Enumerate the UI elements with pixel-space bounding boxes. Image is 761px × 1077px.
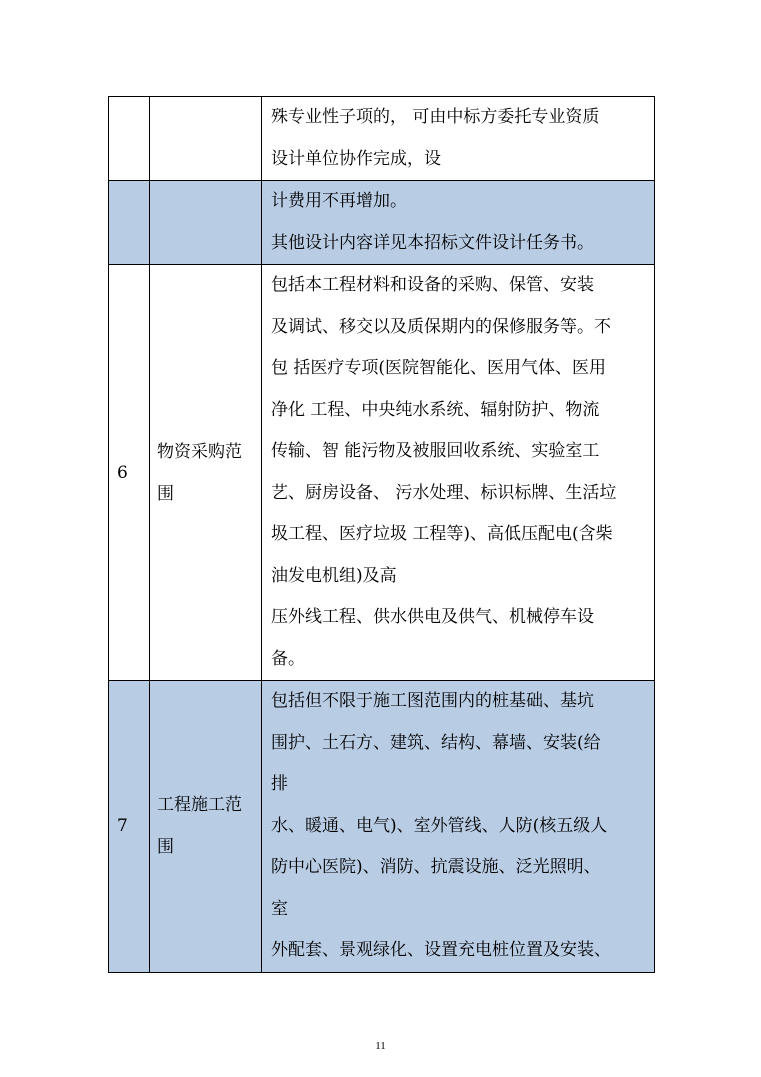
content-line: 外配套、景观绿化、设置充电桩位置及安装、 bbox=[271, 940, 611, 960]
content-line: 包括本工程材料和设备的采购、保管、安装 bbox=[271, 275, 594, 295]
content-line: 围护、土石方、建筑、结构、幕墙、安装(给 bbox=[271, 732, 601, 753]
row-name-line: 物资采购范 bbox=[157, 441, 242, 462]
scope-table bbox=[108, 96, 655, 973]
row-number-cell bbox=[109, 681, 150, 973]
row-content-cell bbox=[262, 97, 655, 181]
table-row bbox=[109, 265, 655, 681]
row-content-cell bbox=[262, 181, 655, 265]
content-line: 及调试、移交以及质保期内的保修服务等。不 bbox=[271, 316, 611, 337]
row-name-cell bbox=[150, 681, 262, 973]
content-line: 备。 bbox=[271, 648, 305, 669]
row-content-cell bbox=[262, 265, 655, 681]
row-name-line: 工程施工范 bbox=[157, 795, 242, 816]
content-line: 包括但不限于施工图范围内的桩基础、基坑 bbox=[271, 691, 594, 711]
content-line: 殊专业性子项的， 可由中标方委托专业资质 bbox=[271, 107, 600, 127]
row-content-cell bbox=[262, 681, 655, 973]
row-name-cell bbox=[150, 265, 262, 681]
content-line: 传输、智 能污物及被服回收系统、实验室工 bbox=[271, 441, 600, 461]
content-line: 水、暖通、电气)、室外管线、人防(核五级人 bbox=[271, 815, 608, 836]
row-name-cell bbox=[150, 181, 262, 265]
row-number-cell bbox=[109, 181, 150, 265]
content-line: 包 括医疗专项(医院智能化、医用气体、医用 bbox=[271, 358, 607, 378]
content-line: 防中心医院)、消防、抗震设施、泛光照明、 bbox=[271, 857, 601, 877]
content-line: 艺、厨房设备、 污水处理、标识标牌、生活垃 bbox=[271, 482, 617, 503]
content-line: 设计单位协作完成，设 bbox=[271, 148, 441, 169]
row-number: 7 bbox=[117, 816, 128, 837]
content-line: 净化 工程、中央纯水系统、辐射防护、物流 bbox=[271, 399, 600, 420]
row-number-cell bbox=[109, 265, 150, 681]
content-line: 计费用不再增加。 bbox=[271, 191, 407, 211]
table-row bbox=[109, 681, 655, 973]
page-number: 11 bbox=[375, 1040, 386, 1052]
content-line: 排 bbox=[271, 774, 288, 794]
row-number-cell bbox=[109, 97, 150, 181]
table-row bbox=[109, 97, 655, 181]
row-name-line: 围 bbox=[157, 483, 174, 504]
row-name-cell bbox=[150, 97, 262, 181]
content-line: 室 bbox=[271, 898, 288, 919]
content-line: 油发电机组)及高 bbox=[271, 565, 397, 586]
content-line: 其他设计内容详见本招标文件设计任务书。 bbox=[271, 232, 594, 253]
content-line: 压外线工程、供水供电及供气、机械停车设 bbox=[271, 607, 594, 627]
content-line: 圾工程、医疗垃圾 工程等)、高低压配电(含柴 bbox=[271, 524, 613, 544]
row-number: 6 bbox=[117, 462, 128, 483]
table-row bbox=[109, 181, 655, 265]
row-name-line: 围 bbox=[157, 837, 174, 858]
